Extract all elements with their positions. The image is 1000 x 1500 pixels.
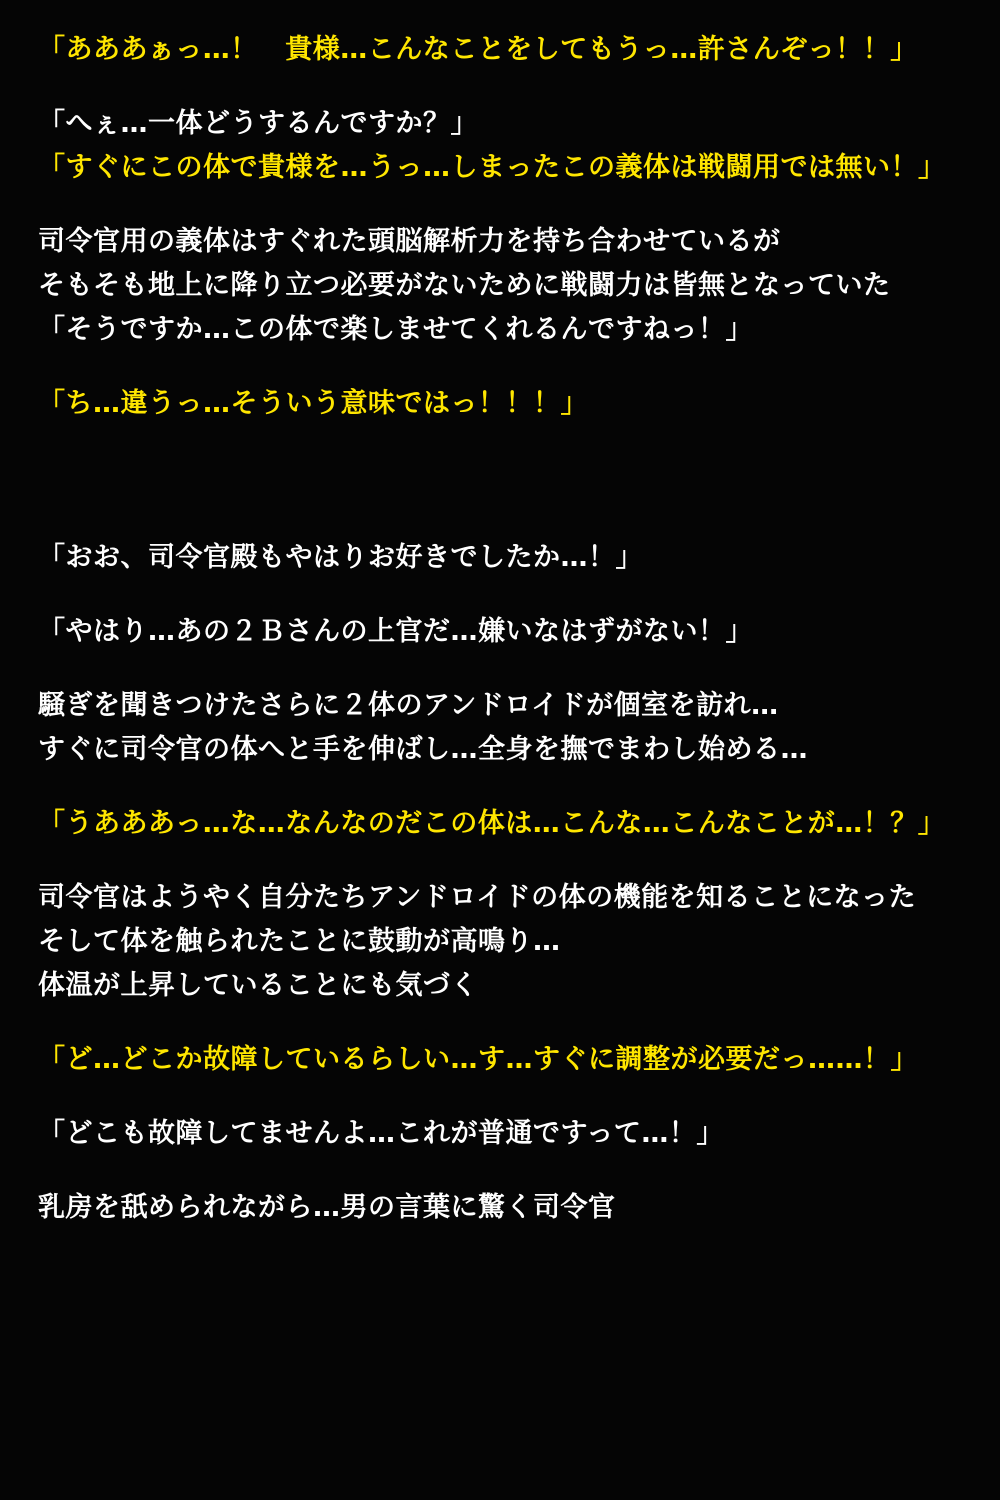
text-line: 「そうですか…この体で楽しませてくれるんですねっ！」: [38, 314, 753, 345]
text-block: [38, 684, 966, 772]
paragraph-spacer: [38, 1082, 966, 1112]
paragraph-spacer: [38, 426, 966, 536]
text-line: 「あああぁっ…！ 貴様…こんなことをしてもうっ…許さんぞっ！！」: [38, 34, 918, 65]
text-block: [38, 1112, 966, 1156]
text-line: 「やはり…あの２Ｂさんの上官だ…嫌いなはずがない！」: [38, 616, 753, 647]
text-line: 体温が上昇していることにも気づく: [38, 970, 478, 1001]
text-line: 「おお、司令官殿もやはりお好きでしたか…！」: [38, 542, 643, 573]
text-block: [38, 382, 966, 426]
text-line: そして体を触られたことに鼓動が高鳴り…: [38, 926, 561, 957]
paragraph-spacer: [38, 772, 966, 802]
text-line: 「すぐにこの体で貴様を…うっ…しまったこの義体は戦闘用では無い！」: [38, 152, 946, 183]
text-line: 「ち…違うっ…そういう意味ではっ！！！」: [38, 388, 588, 419]
text-line: 司令官はようやく自分たちアンドロイドの体の機能を知ることになった: [38, 882, 917, 913]
paragraph-spacer: [38, 580, 966, 610]
text-block: [38, 102, 966, 190]
paragraph-spacer: [38, 1156, 966, 1186]
text-line: 「ど…どこか故障しているらしい…す…すぐに調整が必要だっ……！」: [38, 1044, 918, 1075]
text-line: すぐに司令官の体へと手を伸ばし…全身を撫でまわし始める…: [38, 734, 808, 765]
paragraph-spacer: [38, 846, 966, 876]
text-line: 「うあああっ…な…なんなのだこの体は…こんな…こんなことが…！？」: [38, 808, 946, 839]
text-block: [38, 536, 966, 580]
text-line: 騒ぎを聞きつけたさらに２体のアンドロイドが個室を訪れ…: [38, 690, 779, 721]
text-block: [38, 610, 966, 654]
text-block: [38, 220, 966, 352]
text-line: 乳房を舐められながら…男の言葉に驚く司令官: [38, 1192, 616, 1223]
paragraph-spacer: [38, 72, 966, 102]
text-line: 司令官用の義体はすぐれた頭脳解析力を持ち合わせているが: [38, 226, 781, 257]
text-line: そもそも地上に降り立つ必要がないために戦闘力は皆無となっていた: [38, 270, 891, 301]
text-block: [38, 876, 966, 1008]
paragraph-spacer: [38, 1008, 966, 1038]
paragraph-spacer: [38, 654, 966, 684]
text-line: 「へぇ…一体どうするんですか？」: [38, 108, 478, 139]
text-line: 「どこも故障してませんよ…これが普通ですって…！」: [38, 1118, 724, 1149]
text-block: [38, 802, 966, 846]
text-block: [38, 28, 966, 72]
paragraph-spacer: [38, 352, 966, 382]
paragraph-spacer: [38, 190, 966, 220]
text-block: [38, 1186, 966, 1230]
story-text-body: [38, 28, 966, 1230]
text-block: [38, 1038, 966, 1082]
